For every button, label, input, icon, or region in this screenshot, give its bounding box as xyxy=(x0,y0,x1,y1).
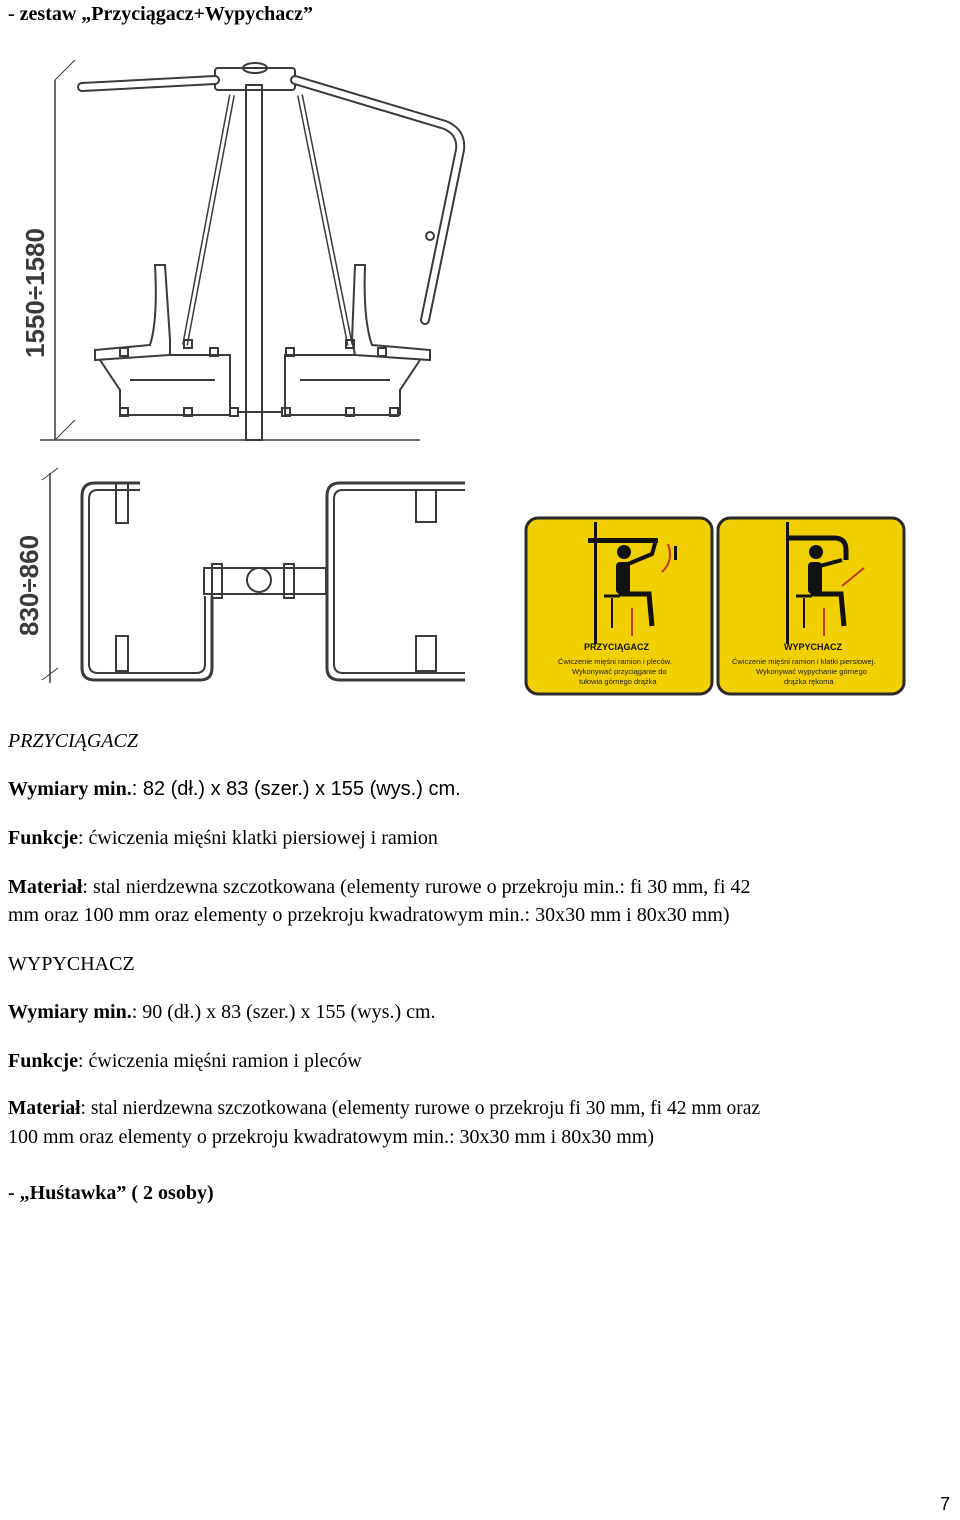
page-number: 7 xyxy=(940,1494,951,1514)
sign-1-line2: Wykonywać przyciąganie do xyxy=(572,667,667,676)
section1-material-line2: mm oraz 100 mm oraz elementy o przekroju kwadratowym min.: 30x30 mm i 80x30 mm) xyxy=(8,904,730,926)
section1-dimensions xyxy=(8,777,461,801)
section1-dims-value: : 82 (dł.) x 83 (szer.) x 155 (wys.) cm. xyxy=(131,778,461,800)
section2-dimensions xyxy=(8,1000,436,1024)
sign-2-line1: Ćwiczenie mięśni ramion i klatki piersiowej. xyxy=(732,657,876,666)
section2-material-line1 xyxy=(8,1097,760,1121)
section2-functions xyxy=(8,1049,362,1073)
section1-dims-label: Wymiary min. xyxy=(8,778,132,800)
next-item-suffix: ” ( 2 osoby) xyxy=(116,1182,214,1204)
sign-1-line1: Ćwiczenie mięśni ramion i pleców. xyxy=(558,657,672,666)
section1-functions xyxy=(8,826,438,850)
section1-material-line1 xyxy=(8,875,751,899)
sign-wypychacz xyxy=(718,518,904,694)
sign-1-line3: tułowia górnego drążka xyxy=(579,677,657,686)
section2-dims-value: : 90 (dł.) x 83 (szer.) x 155 (wys.) cm. xyxy=(131,1001,436,1023)
section2-func-value: : ćwiczenia mięśni ramion i pleców xyxy=(78,1050,362,1072)
sign-2-line2: Wykonywać wypychanie górnego xyxy=(756,667,867,676)
section1-func-value: : ćwiczenia mięśni klatki piersiowej i ramion xyxy=(78,827,438,849)
section2-func-label: Funkcje xyxy=(8,1050,78,1072)
section1-func-label: Funkcje xyxy=(8,827,78,849)
section1-title: PRZYCIĄGACZ xyxy=(8,730,139,752)
sign-2-line3: drążka rękoma xyxy=(784,677,834,686)
sign-1-title: PRZYCIĄGACZ xyxy=(584,642,649,652)
instruction-signs xyxy=(524,516,908,698)
section2-mat-label: Materiał xyxy=(8,1098,81,1119)
section2-dims-label: Wymiary min. xyxy=(8,1001,132,1023)
sign-2-title: WYPYCHACZ xyxy=(784,642,842,652)
sign-przyciagacz xyxy=(526,518,712,694)
section2-title: WYPYCHACZ xyxy=(8,953,135,975)
section2-mat-value-1: : stal nierdzewna szczotkowana (elementy rurowe o przekroju fi 30 mm, fi 42 mm oraz xyxy=(80,1098,761,1119)
section-heading: - zestaw „Przyciągacz+Wypychacz” xyxy=(8,3,313,25)
section1-mat-label: Materiał xyxy=(8,876,83,898)
section1-mat-value-1: : stal nierdzewna szczotkowana (elementy rurowe o przekroju min.: fi 30 mm, fi 42 xyxy=(82,876,751,898)
next-item-prefix: - „ xyxy=(8,1182,30,1204)
height-dimension-label: 1550÷1580 xyxy=(20,228,50,358)
top-view-drawing xyxy=(0,468,480,690)
width-dimension-label: 830÷860 xyxy=(14,534,44,636)
next-item-name: Huśtawka xyxy=(29,1182,117,1204)
section2-material-line2: 100 mm oraz elementy o przekroju kwadratowym min.: 30x30 mm i 80x30 mm) xyxy=(8,1126,654,1148)
next-item-heading xyxy=(8,1181,214,1205)
side-view-drawing xyxy=(0,40,480,450)
